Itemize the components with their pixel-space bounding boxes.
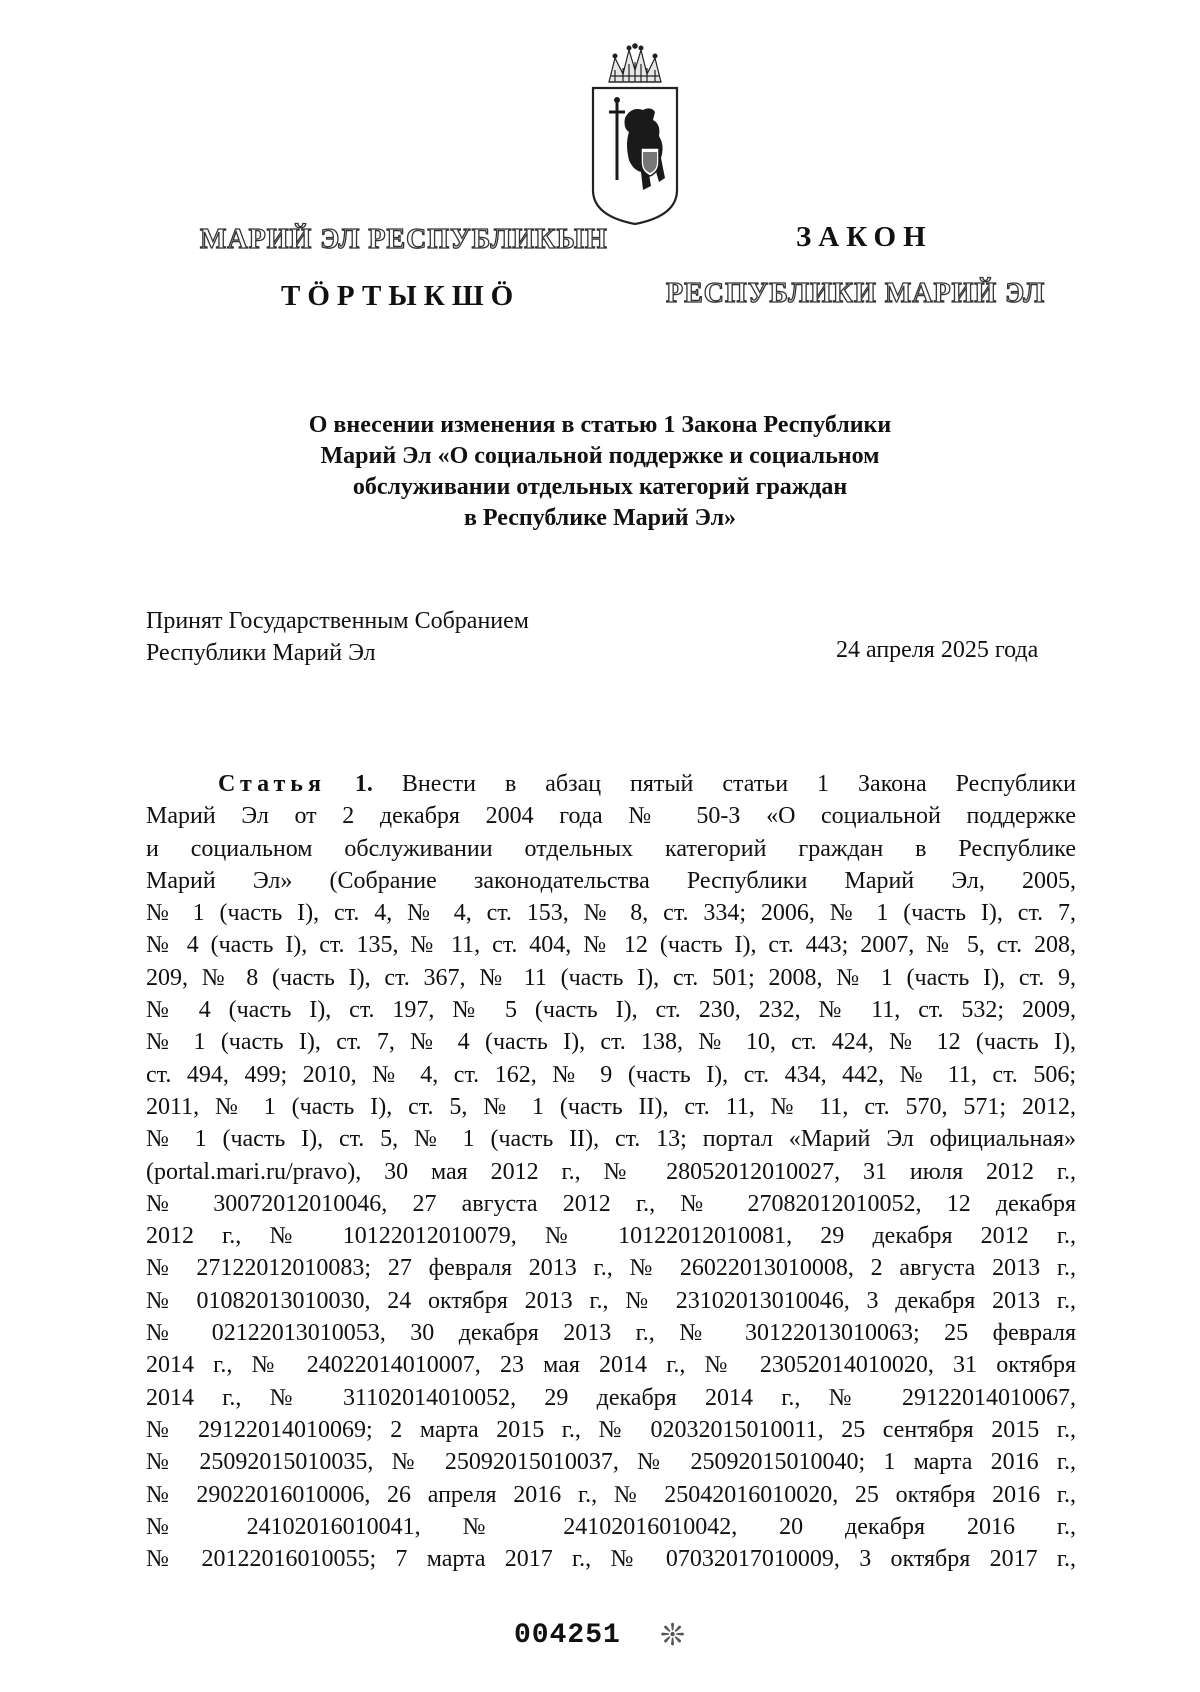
title-line: в Республике Марий Эл» bbox=[463, 505, 737, 531]
article-line: № 01082013010030, 24 октября 2013 г., № 23102013010046, 3 декабря 2013 г., bbox=[146, 1287, 1076, 1314]
adoption-line: Республики Марий Эл bbox=[146, 640, 376, 666]
adoption-line: Принят Государственным Собранием bbox=[146, 608, 529, 634]
title-line: О внесении изменения в статью 1 Закона Республики bbox=[308, 412, 892, 438]
adoption-block bbox=[146, 605, 529, 669]
mari-el-coat-of-arms-icon bbox=[585, 40, 685, 225]
article-line: № 4 (часть I), ст. 197, № 5 (часть I), ст. 230, 232, № 11, ст. 532; 2009, bbox=[146, 997, 1076, 1024]
article-lead: Статья bbox=[218, 771, 326, 797]
article-1-text bbox=[146, 768, 1076, 1575]
article-line: № 02122013010053, 30 декабря 2013 г., № 30122013010063; 25 февраля bbox=[146, 1320, 1076, 1347]
article-line-text: Внести в абзац пятый статьи 1 Закона Республики bbox=[401, 771, 1076, 797]
article-line: 2012 г., № 10122012010079, № 10122012010081, 29 декабря 2012 г., bbox=[146, 1223, 1076, 1250]
article-line: № 25092015010035, № 25092015010037, № 25092015010040; 1 марта 2016 г., bbox=[146, 1449, 1076, 1476]
article-line: 2014 г., № 31102014010052, 29 декабря 2014 г., № 29122014010067, bbox=[146, 1384, 1076, 1411]
article-line: 2011, № 1 (часть I), ст. 5, № 1 (часть II), ст. 11, № 11, ст. 570, 571; 2012, bbox=[146, 1093, 1076, 1120]
document-title bbox=[160, 410, 1040, 534]
article-line: № 1 (часть I), ст. 4, № 4, ст. 153, № 8, ст. 334; 2006, № 1 (часть I), ст. 7, bbox=[146, 900, 1076, 927]
article-line bbox=[146, 768, 1076, 800]
article-line: № 29022016010006, 26 апреля 2016 г., № 25042016010020, 25 октября 2016 г., bbox=[146, 1481, 1076, 1508]
article-line: ст. 494, 499; 2010, № 4, ст. 162, № 9 (часть I), ст. 434, 442, № 11, ст. 506; bbox=[146, 1061, 1076, 1088]
title-line: Марий Эл «О социальной поддержке и социальном bbox=[320, 443, 880, 469]
header-right-bottom: РЕСПУБЛИКИ МАРИЙ ЭЛ bbox=[666, 278, 1046, 309]
article-line: № 1 (часть I), ст. 5, № 1 (часть II), ст. 13; портал «Марий Эл официальная» bbox=[146, 1126, 1076, 1153]
header-left-bottom: ТӦРТЫКШӦ bbox=[281, 280, 521, 312]
article-line: Марий Эл» (Собрание законодательства Республики Марий Эл, 2005, bbox=[146, 867, 1076, 894]
adoption-date: 24 апреля 2025 года bbox=[836, 637, 1039, 663]
article-line: № 24102016010041, № 24102016010042, 20 декабря 2016 г., bbox=[146, 1513, 1076, 1540]
serial-number: 004251 bbox=[514, 1620, 621, 1651]
article-line: (portal.mari.ru/pravo), 30 мая 2012 г., № 28052012010027, 31 июля 2012 г., bbox=[146, 1158, 1076, 1185]
article-line: 2014 г., № 24022014010007, 23 мая 2014 г., № 23052014010020, 31 октября bbox=[146, 1352, 1076, 1379]
header-left-top: МАРИЙ ЭЛ РЕСПУБЛИКЫН bbox=[200, 224, 608, 255]
article-line: № 1 (часть I), ст. 7, № 4 (часть I), ст. 138, № 10, ст. 424, № 12 (часть I), bbox=[146, 1029, 1076, 1056]
article-line: № 4 (часть I), ст. 135, № 11, ст. 404, № 12 (часть I), ст. 443; 2007, № 5, ст. 208, bbox=[146, 932, 1076, 959]
article-line: 209, № 8 (часть I), ст. 367, № 11 (часть I), ст. 501; 2008, № 1 (часть I), ст. 9, bbox=[146, 964, 1076, 991]
article-line: № 30072012010046, 27 августа 2012 г., № 27082012010052, 12 декабря bbox=[146, 1190, 1076, 1217]
article-number: 1. bbox=[354, 771, 373, 797]
article-line: и социальном обслуживании отдельных категорий граждан в Республике bbox=[146, 835, 1076, 862]
header-right-top: ЗАКОН bbox=[796, 221, 933, 253]
article-line: № 29122014010069; 2 марта 2015 г., № 02032015010011, 25 сентября 2015 г., bbox=[146, 1416, 1076, 1443]
article-line: № 27122012010083; 27 февраля 2013 г., № 26022013010008, 2 августа 2013 г., bbox=[146, 1255, 1076, 1282]
article-line: № 20122016010055; 7 марта 2017 г., № 07032017010009, 3 октября 2017 г., bbox=[146, 1546, 1076, 1573]
snowflake-icon: ❊ bbox=[660, 1619, 686, 1652]
title-line: обслуживании отдельных категорий граждан bbox=[352, 474, 848, 500]
article-line: Марий Эл от 2 декабря 2004 года № 50-З «О социальной поддержке bbox=[146, 803, 1076, 830]
